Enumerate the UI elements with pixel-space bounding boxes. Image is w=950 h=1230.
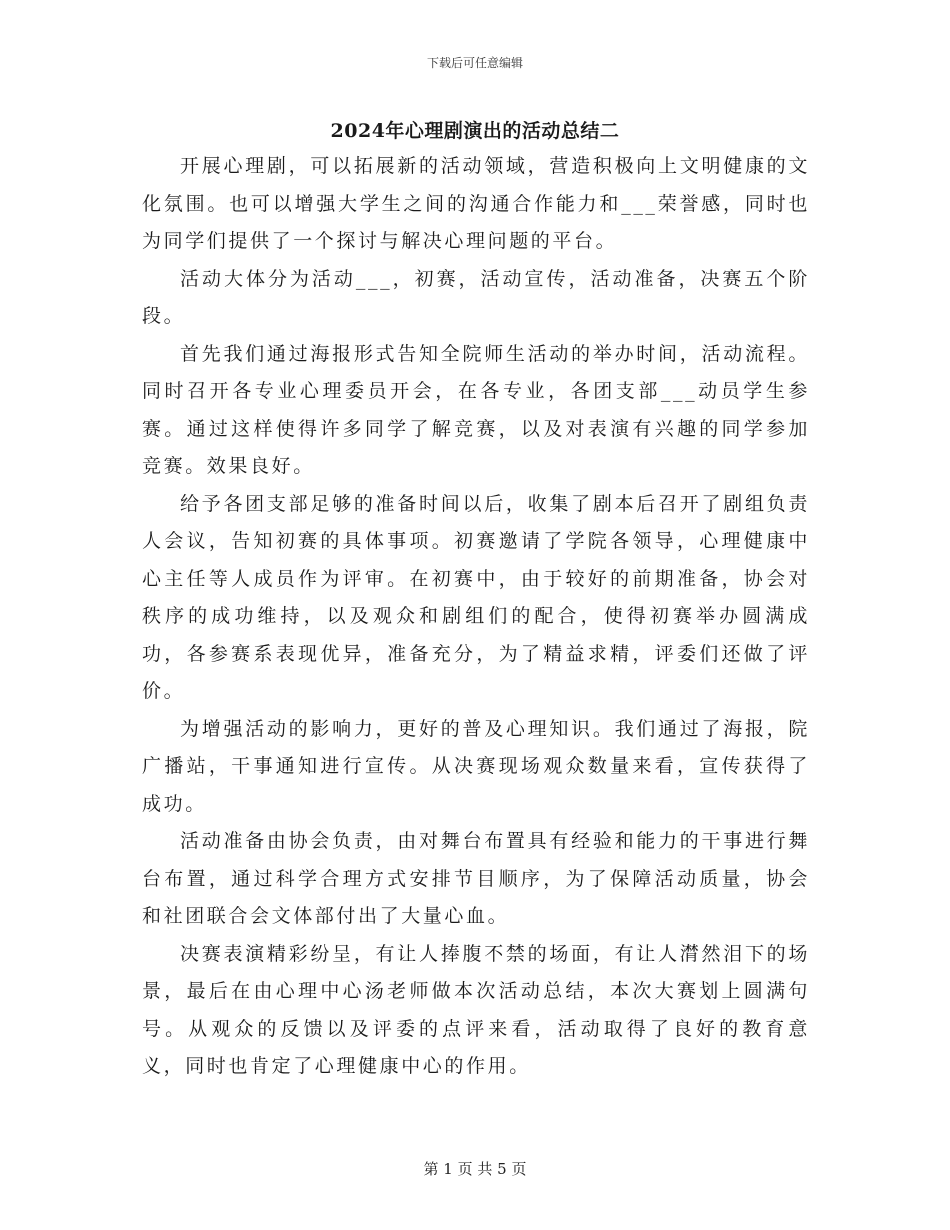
page-number: 第 1 页 共 5 页 [423,1160,527,1178]
paragraph-stages: 活动大体分为活动___，初赛，活动宣传，活动准备，决赛五个阶段。 [142,267,810,327]
paragraph-publicity: 为增强活动的影响力，更好的普及心理知识。我们通过了海报，院广播站，干事通知进行宣传。从决赛现场观众数量来看，宣传获得了成功。 [142,717,810,815]
paragraph-final: 决赛表演精彩纷呈，有让人捧腹不禁的场面，有让人潸然泪下的场景，最后在由心理中心汤老师做本次活动总结，本次大赛划上圆满句号。从观众的反馈以及评委的点评来看，活动取得了良好的教育意义，同时也肯定了心理健康中心的作用。 [142,942,810,1077]
paragraph-intro: 开展心理剧，可以拓展新的活动领域，营造积极向上文明健康的文化氛围。也可以增强大学生之间的沟通合作能力和___荣誉感，同时也为同学们提供了一个探讨与解决心理问题的平台。 [142,155,810,252]
document-body [142,148,810,1086]
document-title: 2024年心理剧演出的活动总结二 [330,120,620,142]
paragraph-publicity-start: 首先我们通过海报形式告知全院师生活动的举办时间，活动流程。同时召开各专业心理委员开会，在各专业，各团支部___动员学生参赛。通过这样使得许多同学了解竞赛，以及对表演有兴趣的同学参加竞赛。效果良好。 [142,342,810,477]
download-note: 下载后可任意编辑 [426,56,523,70]
paragraph-preliminary: 给予各团支部足够的准备时间以后，收集了剧本后召开了剧组负责人会议，告知初赛的具体事项。初赛邀请了学院各领导，心理健康中心主任等人成员作为评审。在初赛中，由于较好的前期准备，协会对秩序的成功维持，以及观众和剧组们的配合，使得初赛举办圆满成功，各参赛系表现优异，准备充分，为了精益求精，评委们还做了评价。 [142,492,810,702]
paragraph-preparation: 活动准备由协会负责，由对舞台布置具有经验和能力的干事进行舞台布置，通过科学合理方式安排节目顺序，为了保障活动质量，协会和社团联合会文体部付出了大量心血。 [142,830,810,927]
